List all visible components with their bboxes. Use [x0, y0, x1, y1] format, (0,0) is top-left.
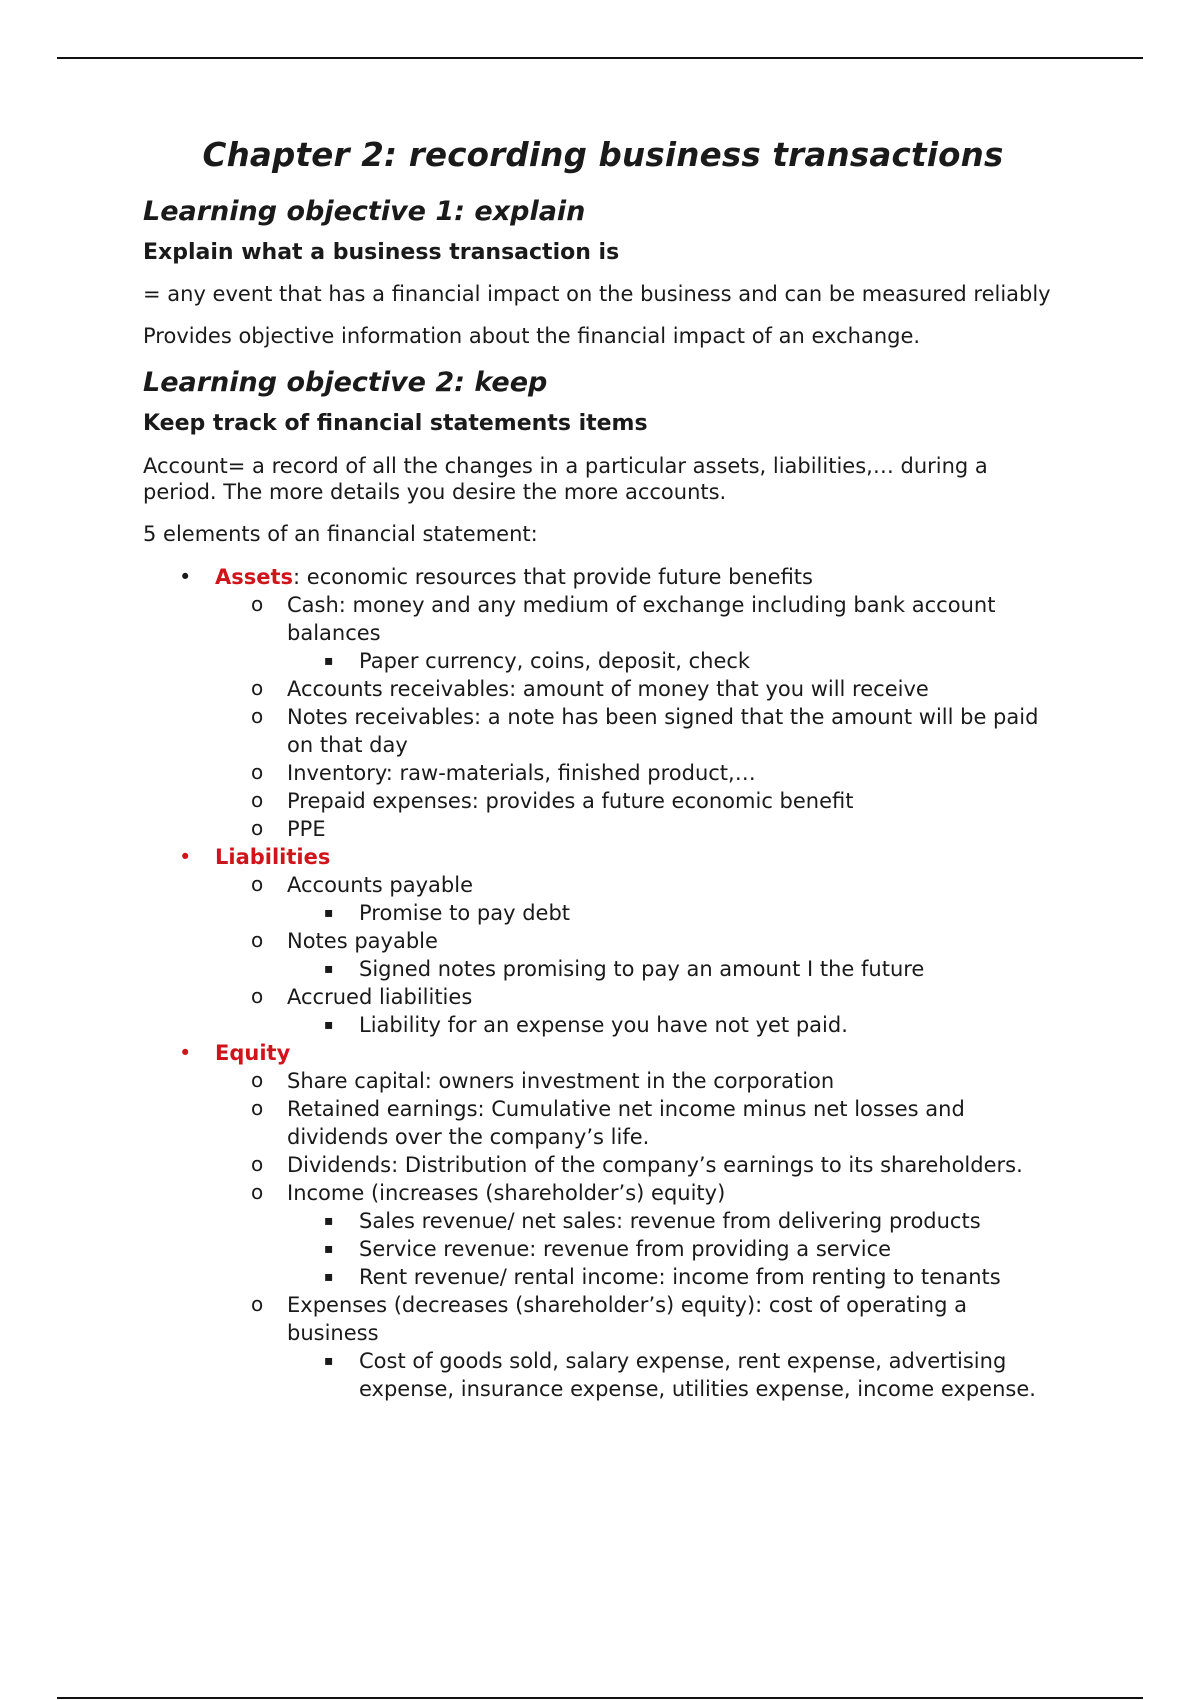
- item-text: Accounts payable: [287, 873, 473, 897]
- list-item: [215, 759, 1063, 787]
- circle-bullet-icon: o: [251, 984, 264, 1008]
- assets-desc: : economic resources that provide future benefits: [293, 565, 813, 589]
- item-text: Prepaid expenses: provides a future economic benefit: [287, 789, 854, 813]
- list-item: [215, 871, 1063, 927]
- list-item: [287, 1263, 1063, 1291]
- item-text: Liability for an expense you have not yet paid.: [359, 1013, 848, 1037]
- list-item: [215, 675, 1063, 703]
- square-bullet-icon: ▪: [324, 1017, 334, 1033]
- item-text: Retained earnings: Cumulative net income minus net losses and dividends over the company’s life.: [287, 1097, 965, 1149]
- list-item: [287, 1235, 1063, 1263]
- list-item-liabilities: [143, 843, 1063, 1039]
- list-item: [215, 1151, 1063, 1179]
- item-text: Accounts receivables: amount of money that you will receive: [287, 677, 929, 701]
- item-text: Share capital: owners investment in the corporation: [287, 1069, 835, 1093]
- list-item: [287, 1347, 1063, 1403]
- lo2-heading: Learning objective 2: keep: [143, 367, 548, 399]
- item-text: PPE: [287, 817, 326, 841]
- list-item: [215, 591, 1063, 675]
- item-text: Cost of goods sold, salary expense, rent expense, advertising expense, insurance expense, utilities expense, income expense.: [359, 1349, 1036, 1401]
- item-text: Rent revenue/ rental income: income from renting to tenants: [359, 1265, 1001, 1289]
- list-item: [215, 1179, 1063, 1291]
- item-text: Paper currency, coins, deposit, check: [359, 649, 751, 673]
- item-text: Promise to pay debt: [359, 901, 571, 925]
- transaction-definition: = any event that has a financial impact on the business and can be measured reliably: [143, 282, 1051, 307]
- elements-intro: 5 elements of an financial statement:: [143, 522, 538, 546]
- item-text: Expenses (decreases (shareholder’s) equity): cost of operating a business: [287, 1293, 967, 1345]
- list-item-equity: [143, 1039, 1063, 1403]
- item-text: Income (increases (shareholder’s) equity): [287, 1181, 726, 1205]
- bullet-icon: •: [179, 565, 192, 589]
- square-bullet-icon: ▪: [324, 1213, 334, 1229]
- circle-bullet-icon: o: [251, 1292, 264, 1316]
- circle-bullet-icon: o: [251, 816, 264, 840]
- square-bullet-icon: ▪: [324, 1269, 334, 1285]
- list-item: [287, 899, 1063, 927]
- circle-bullet-icon: o: [251, 1068, 264, 1092]
- assets-label: Assets: [215, 565, 294, 589]
- list-item-assets: [143, 563, 1063, 843]
- item-text: Inventory: raw-materials, finished product,…: [287, 761, 756, 785]
- bullet-icon: •: [179, 845, 192, 869]
- list-item: [215, 703, 1063, 759]
- circle-bullet-icon: o: [251, 788, 264, 812]
- item-text: Signed notes promising to pay an amount I the future: [359, 957, 925, 981]
- document-page: [143, 135, 1063, 1403]
- bullet-icon: •: [179, 1041, 192, 1065]
- circle-bullet-icon: o: [251, 1096, 264, 1120]
- item-text: Sales revenue/ net sales: revenue from delivering products: [359, 1209, 981, 1233]
- item-text: Notes payable: [287, 929, 438, 953]
- account-definition: Account= a record of all the changes in a particular assets, liabilities,… during a period. The more details you desire the more accounts.: [143, 454, 988, 504]
- list-item: [215, 1095, 1063, 1151]
- list-item: [215, 1291, 1063, 1403]
- list-item: [287, 1207, 1063, 1235]
- item-text: Accrued liabilities: [287, 985, 473, 1009]
- item-text: Notes receivables: a note has been signed that the amount will be paid on that day: [287, 705, 1039, 757]
- circle-bullet-icon: o: [251, 928, 264, 952]
- list-item: [215, 1067, 1063, 1095]
- lo1-heading: Learning objective 1: explain: [143, 195, 586, 227]
- item-text: Dividends: Distribution of the company’s earnings to its shareholders.: [287, 1153, 1023, 1177]
- square-bullet-icon: ▪: [324, 653, 334, 669]
- list-item: [215, 983, 1063, 1039]
- lo1-subheading: Explain what a business transaction is: [143, 239, 620, 265]
- square-bullet-icon: ▪: [324, 1241, 334, 1257]
- circle-bullet-icon: o: [251, 872, 264, 896]
- circle-bullet-icon: o: [251, 592, 264, 616]
- square-bullet-icon: ▪: [324, 905, 334, 921]
- header-rule: [57, 57, 1143, 59]
- square-bullet-icon: ▪: [324, 961, 334, 977]
- circle-bullet-icon: o: [251, 704, 264, 728]
- list-item: [287, 1011, 1063, 1039]
- chapter-title: Chapter 2: recording business transactions: [202, 136, 1004, 174]
- liabilities-label: Liabilities: [215, 845, 331, 869]
- circle-bullet-icon: o: [251, 1152, 264, 1176]
- list-item: [287, 955, 1063, 983]
- item-text: Service revenue: revenue from providing a service: [359, 1237, 892, 1261]
- item-text: Cash: money and any medium of exchange including bank account balances: [287, 593, 996, 645]
- lo2-subheading: Keep track of financial statements items: [143, 411, 648, 437]
- transaction-note: Provides objective information about the financial impact of an exchange.: [143, 324, 921, 349]
- circle-bullet-icon: o: [251, 676, 264, 700]
- footer-rule: [57, 1697, 1143, 1699]
- square-bullet-icon: ▪: [324, 1353, 334, 1369]
- list-item: [215, 927, 1063, 983]
- circle-bullet-icon: o: [251, 1180, 264, 1204]
- list-item: [215, 787, 1063, 815]
- list-item: [287, 647, 1063, 675]
- equity-label: Equity: [215, 1041, 291, 1065]
- circle-bullet-icon: o: [251, 760, 264, 784]
- list-item: [215, 815, 1063, 843]
- elements-list: [143, 563, 1063, 1403]
